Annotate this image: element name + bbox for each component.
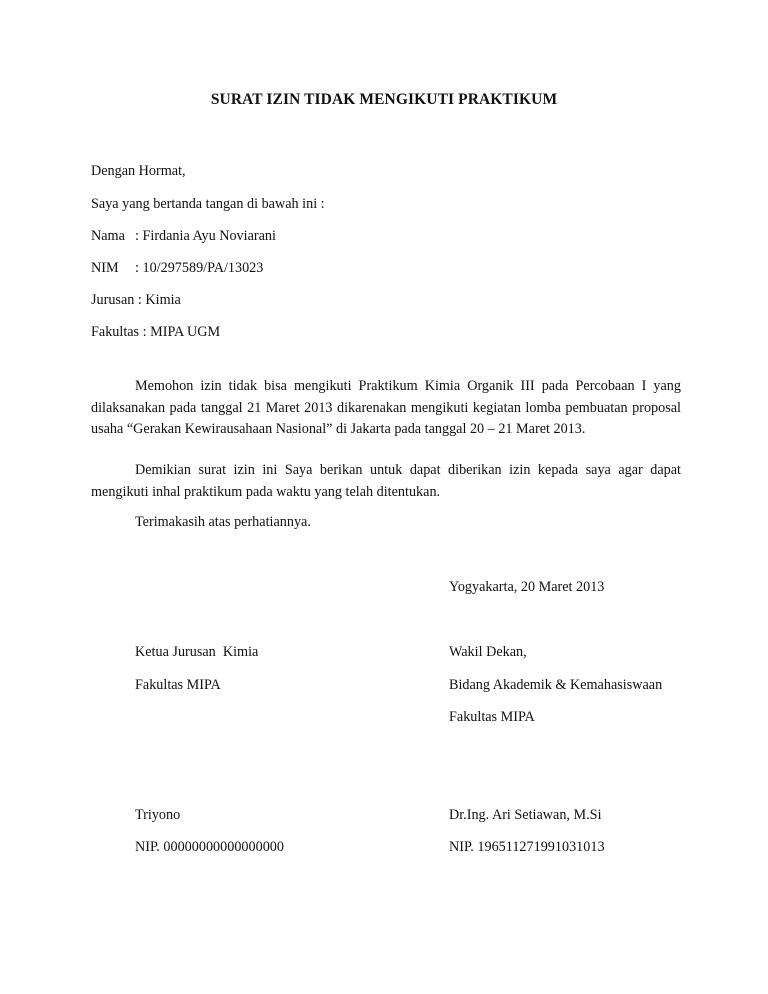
letter-title: SURAT IZIN TIDAK MENGIKUTI PRAKTIKUM bbox=[210, 91, 558, 108]
jurusan-row: Jurusan : Kimia bbox=[91, 292, 181, 308]
left-signatory-nip: NIP. 00000000000000000 bbox=[135, 839, 284, 855]
body-paragraph-2 bbox=[91, 460, 681, 503]
right-signatory-nip: NIP. 196511271991031013 bbox=[449, 839, 605, 855]
name-row bbox=[91, 226, 276, 246]
left-signatory-title-2: Fakultas MIPA bbox=[135, 677, 221, 693]
name-label: Nama bbox=[91, 228, 125, 244]
left-signatory-name: Triyono bbox=[135, 807, 181, 823]
name-value: : Firdania Ayu Noviarani bbox=[135, 228, 276, 244]
nim-row bbox=[91, 258, 263, 278]
fakultas-row: Fakultas : MIPA UGM bbox=[91, 324, 221, 340]
closing-line: Terimakasih atas perhatiannya. bbox=[135, 514, 311, 530]
intro-line: Saya yang bertanda tangan di bawah ini : bbox=[91, 196, 325, 212]
salutation: Dengan Hormat, bbox=[91, 163, 186, 179]
nim-label: NIM bbox=[91, 260, 119, 276]
body-paragraph-1 bbox=[91, 376, 681, 441]
right-signatory-name: Dr.Ing. Ari Setiawan, M.Si bbox=[449, 807, 602, 823]
right-signatory-title-2: Bidang Akademik & Kemahasiswaan bbox=[449, 677, 663, 693]
body-paragraph-1-text: Memohon izin tidak bisa mengikuti Praktikum Kimia Organik III pada Percobaan I yang dilaksanakan pada tanggal 21 Maret 2013 dikarenakan mengikuti kegiatan lomba pembuatan proposal usaha “Gerakan Kewirausahaan Nasional” di Jakarta pada tanggal 20 – 21 Maret 2013. bbox=[91, 378, 681, 437]
right-signatory-title-3: Fakultas MIPA bbox=[449, 709, 535, 725]
place-date: Yogyakarta, 20 Maret 2013 bbox=[449, 579, 605, 595]
right-signatory-title-1: Wakil Dekan, bbox=[449, 644, 527, 660]
body-paragraph-2-text: Demikian surat izin ini Saya berikan untuk dapat diberikan izin kepada saya agar dapat mengikuti inhal praktikum pada waktu yang telah ditentukan. bbox=[91, 462, 681, 500]
left-signatory-title-1: Ketua Jurusan Kimia bbox=[135, 644, 259, 660]
nim-value: : 10/297589/PA/13023 bbox=[135, 260, 264, 276]
